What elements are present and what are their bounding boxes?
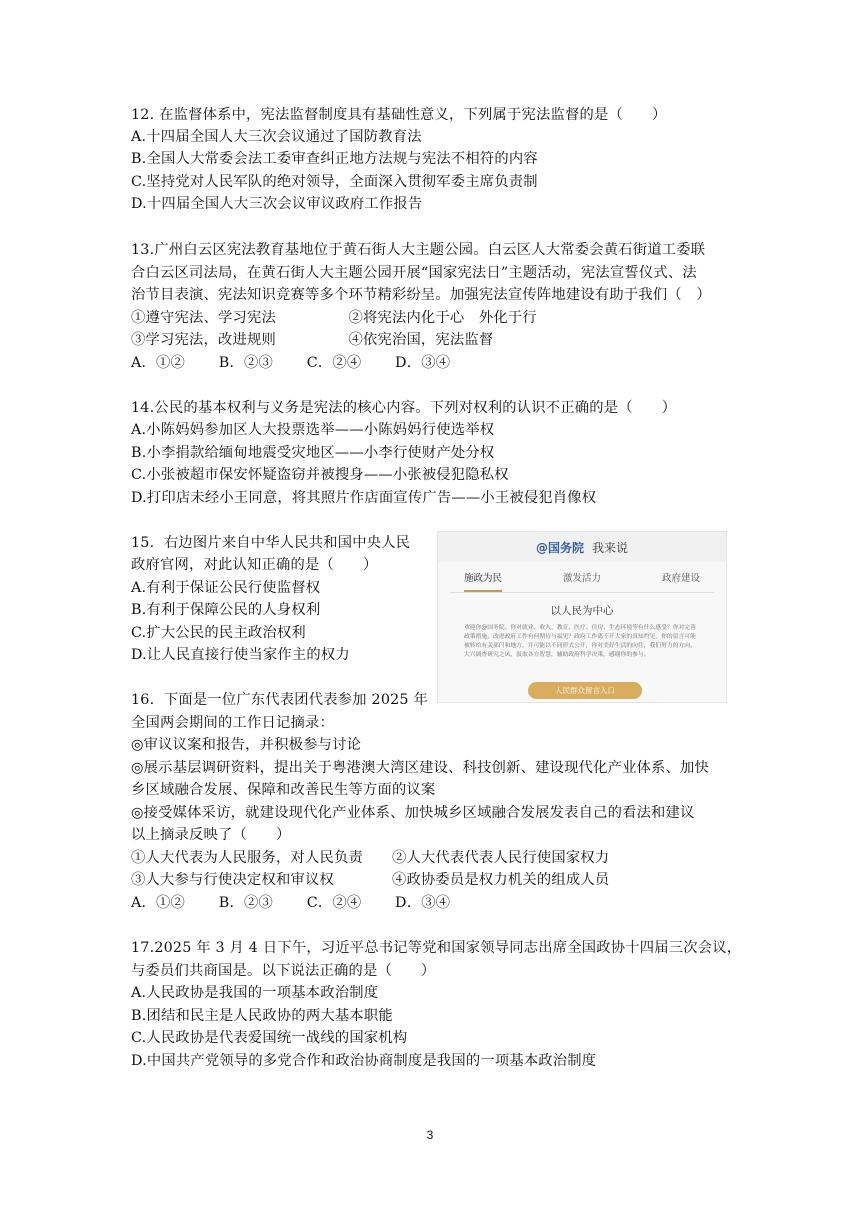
q16-stem-line-1: 16. 下面是一位广东代表团代表参加 2025 年 xyxy=(131,692,428,708)
q12-option-b: B.全国人大常委会法工委审查纠正地方法规与宪法不相符的内容 xyxy=(131,151,538,167)
q16-note-2-cont: 乡区域融合发展、保障和改善民生等方面的议案 xyxy=(131,782,436,798)
q14-option-c: C.小张被超市保安怀疑盗窃并被搜身——小张被侵犯隐私权 xyxy=(131,467,509,483)
page-number: 3 xyxy=(426,1128,434,1142)
q13-stem-line-2: 合白云区司法局，在黄石街人大主题公园开展“国家宪法日”主题活动，宪法宣誓仪式、法 xyxy=(131,265,697,281)
q15-option-b: B.有利于保障公民的人身权利 xyxy=(131,602,321,618)
shot-tab-1[interactable]: 施政为民 xyxy=(464,564,502,592)
shot-heading: 以人民为中心 xyxy=(550,605,614,617)
q15-stem-line-2: 政府官网，对此认知正确的是（ ） xyxy=(131,557,378,573)
q14-option-a: A.小陈妈妈参加区人大投票选举——小陈妈妈行使选举权 xyxy=(131,422,495,438)
q17-option-b: B.团结和民主是人民政协的两大基本职能 xyxy=(131,1008,393,1024)
q17-stem-line-1: 17.2025 年 3 月 4 日下午，习近平总书记等党和国家领导同志出席全国政协十四届三次会议， xyxy=(131,940,742,956)
q16-note-3: ◎接受媒体采访，就建设现代化产业体系、加快城乡区域融合发展发表自己的看法和建议 xyxy=(131,805,695,821)
q16-item-row-1: ①人大代表为人民服务，对人民负责 ②人大代表代表人民行使国家权力 xyxy=(131,850,610,866)
q16-note-2: ◎展示基层调研资料，提出关于粤港澳大湾区建设、科技创新、建设现代化产业体系、加快 xyxy=(131,760,710,776)
q12-option-d: D.十四届全国人大三次会议审议政府工作报告 xyxy=(131,196,423,212)
q15-option-a: A.有利于保证公民行使监督权 xyxy=(131,580,321,596)
q14-stem: 14.公民的基本权利与义务是宪法的核心内容。下列对权利的认识不正确的是（ ） xyxy=(131,400,677,416)
q16-note-summary: 以上摘录反映了（ ） xyxy=(131,827,291,843)
q13-stem-line-1: 13.广州白云区宪法教育基地位于黄石街人大主题公园。白云区人大常委会黄石街道工委联 xyxy=(131,242,706,258)
govcn-screenshot xyxy=(437,531,727,703)
shot-brand: @国务院 xyxy=(535,540,584,555)
q14-option-d: D.打印店未经小王同意，将其照片作店面宣传广告——小王被侵犯肖像权 xyxy=(131,490,597,506)
shot-message-button[interactable]: 人民群众留言入口 xyxy=(528,682,642,699)
q12-option-a: A.十四届全国人大三次会议通过了国防教育法 xyxy=(131,129,422,145)
q15-option-c: C.扩大公民的民主政治权利 xyxy=(131,625,306,641)
q17-option-d: D.中国共产党领导的多党合作和政治协商制度是我国的一项基本政治制度 xyxy=(131,1053,597,1069)
shot-tab-3[interactable]: 政府建设 xyxy=(661,573,700,584)
q13-item-row-1: ①遵守宪法、学习宪法 ②将宪法内化于心 外化于行 xyxy=(131,310,537,326)
shot-body-text: 欢迎你@国务院。你对就业、收入、教育、医疗、住房、生态环境等有什么感受？你对完善政策措施、改进政府工作有何期待与福见？政府工作离不开大家的真知灼见，你的留言可能被转给有关部门和地方，并可能以不同形式公开，你对美好生活的向往，我们努力的方向。大兴调查研究之风，汲取各方智慧，辅助政府科学决策，感谢你的参与。 xyxy=(464,625,696,658)
q12-option-c: C.坚持党对人民军队的绝对领导，全面深入贯彻军委主席负责制 xyxy=(131,174,538,190)
q17-option-a: A.人民政协是我国的一项基本政治制度 xyxy=(131,985,379,1001)
q17-stem-line-2: 与委员们共商国是。以下说法正确的是（ ） xyxy=(131,963,436,979)
q13-stem-line-3: 治节目表演、宪法知识竞赛等多个环节精彩纷呈。加强宪法宣传阵地建设有助于我们（ ） xyxy=(131,287,711,303)
q14-option-b: B.小李捐款给缅甸地震受灾地区——小李行使财产处分权 xyxy=(131,445,495,461)
q15-option-d: D.让人民直接行使当家作主的权力 xyxy=(131,647,350,663)
q16-item-row-2: ③人大参与行使决定权和审议权 ④政协委员是权力机关的组成人员 xyxy=(131,872,610,888)
q12-stem: 12. 在监督体系中，宪法监督制度具有基础性意义，下列属于宪法监督的是（ ） xyxy=(131,107,667,123)
q13-item-row-2: ③学习宪法，改进规则 ④依宪治国，宪法监督 xyxy=(131,332,494,348)
q15-stem-line-1: 15. 右边图片来自中华人民共和国中央人民 xyxy=(131,535,411,551)
q16-stem-line-2: 全国两会期间的工作日记摘录： xyxy=(131,715,334,731)
shot-tabs xyxy=(450,564,714,593)
q13-choices: A．①② B．②③ C．②④ D．③④ xyxy=(131,355,451,371)
shot-subtitle: 我来说 xyxy=(592,540,629,555)
q16-note-1: ◎审议议案和报告，并积极参与讨论 xyxy=(131,737,362,753)
q16-choices: A．①② B．②③ C．②④ D．③④ xyxy=(131,895,451,911)
q17-option-c: C.人民政协是代表爱国统一战线的国家机构 xyxy=(131,1030,408,1046)
shot-tab-2[interactable]: 激发活力 xyxy=(562,573,601,584)
shot-header xyxy=(438,532,726,562)
